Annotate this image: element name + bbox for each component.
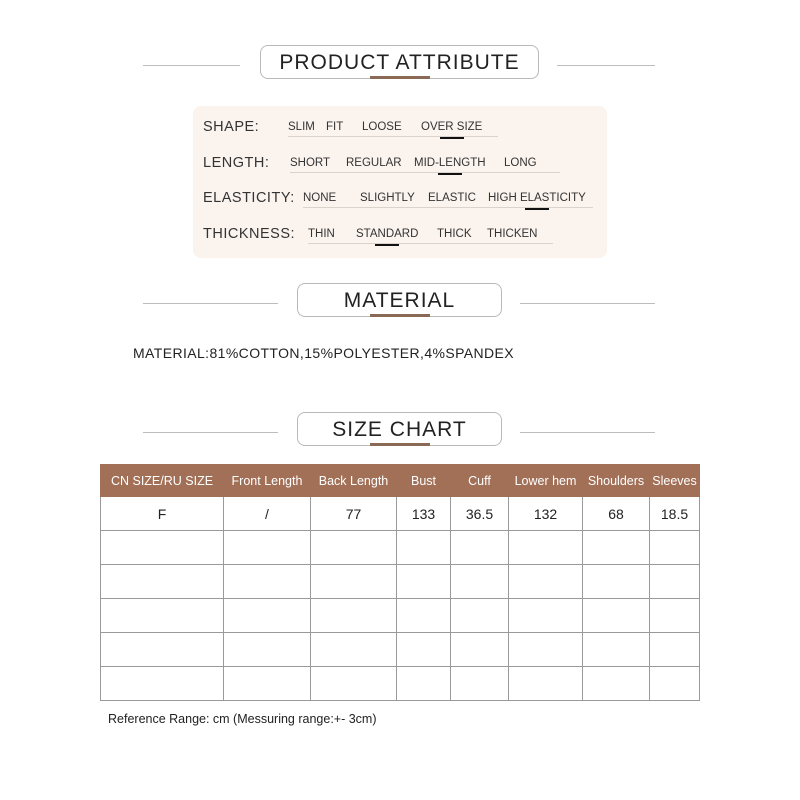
table-cell [583, 599, 650, 633]
size-chart-heading [0, 412, 800, 452]
table-cell [650, 667, 700, 701]
divider-right [557, 65, 655, 66]
material-heading [0, 283, 800, 323]
attribute-option: REGULAR [346, 157, 402, 169]
table-cell [451, 667, 509, 701]
table-cell [101, 633, 224, 667]
table-row [101, 565, 700, 599]
table-cell [583, 531, 650, 565]
divider-right [520, 432, 655, 433]
table-cell [224, 633, 311, 667]
table-cell [650, 531, 700, 565]
table-cell: 36.5 [451, 497, 509, 531]
table-cell [101, 599, 224, 633]
table-cell [311, 599, 397, 633]
table-cell: 133 [397, 497, 451, 531]
column-header: Back Length [311, 465, 397, 497]
attribute-label: THICKNESS: [203, 226, 296, 242]
attribute-option: LOOSE [362, 121, 402, 133]
table-cell: / [224, 497, 311, 531]
material-composition: MATERIAL:81%COTTON,15%POLYESTER,4%SPANDEX [133, 345, 515, 361]
table-cell [583, 667, 650, 701]
table-header-row [101, 465, 700, 497]
size-chart-table [100, 464, 700, 701]
table-cell [451, 565, 509, 599]
attribute-option-selected: OVER SIZE [421, 121, 483, 133]
product-attribute-heading [0, 45, 800, 85]
column-header: Bust [397, 465, 451, 497]
table-cell: 18.5 [650, 497, 700, 531]
table-cell: 68 [583, 497, 650, 531]
product-attribute-title-text: PRODUCT ATTRIBUTE [279, 51, 520, 74]
table-cell [224, 599, 311, 633]
table-cell [224, 531, 311, 565]
table-cell [509, 599, 583, 633]
table-cell [397, 599, 451, 633]
column-header: Cuff [451, 465, 509, 497]
attribute-option: SLIM [288, 121, 315, 133]
table-cell [583, 633, 650, 667]
table-cell [311, 565, 397, 599]
table-cell [311, 667, 397, 701]
attribute-option: FIT [326, 121, 344, 133]
attribute-option: THICK [437, 228, 472, 240]
table-cell [509, 667, 583, 701]
attribute-option-selected: STANDARD [356, 228, 419, 240]
divider-left [143, 432, 278, 433]
table-row [101, 633, 700, 667]
table-cell [650, 565, 700, 599]
column-header: Front Length [224, 465, 311, 497]
column-header: Lower hem [509, 465, 583, 497]
table-cell [397, 633, 451, 667]
table-cell [397, 531, 451, 565]
table-cell [101, 565, 224, 599]
table-cell [451, 633, 509, 667]
table-cell [311, 633, 397, 667]
table-row [101, 599, 700, 633]
attribute-option: THICKEN [487, 228, 538, 240]
table-cell [583, 565, 650, 599]
table-cell [509, 633, 583, 667]
table-row [101, 531, 700, 565]
divider-right [520, 303, 655, 304]
attribute-option: NONE [303, 192, 337, 204]
table-cell [311, 531, 397, 565]
table-cell [397, 565, 451, 599]
material-title-text: MATERIAL [343, 289, 456, 312]
product-attribute-title [260, 45, 539, 79]
table-cell: 132 [509, 497, 583, 531]
table-cell [650, 633, 700, 667]
attribute-label: ELASTICITY: [203, 190, 295, 206]
column-header: Sleeves [650, 465, 700, 497]
material-title [297, 283, 502, 317]
table-cell [509, 531, 583, 565]
table-cell [101, 667, 224, 701]
table-cell [224, 565, 311, 599]
table-cell [224, 667, 311, 701]
table-cell [397, 667, 451, 701]
divider-left [143, 303, 278, 304]
table-cell [509, 565, 583, 599]
attribute-option: LONG [504, 157, 537, 169]
attribute-option: THIN [308, 228, 335, 240]
size-chart-title-text: SIZE CHART [332, 418, 467, 441]
table-row [101, 497, 700, 531]
table-row [101, 667, 700, 701]
attribute-option-selected: HIGH ELASTICITY [488, 192, 586, 204]
attribute-option: SLIGHTLY [360, 192, 415, 204]
attribute-panel [193, 106, 607, 258]
attribute-label: SHAPE: [203, 119, 260, 135]
table-cell [451, 531, 509, 565]
column-header: Shoulders [583, 465, 650, 497]
table-cell [650, 599, 700, 633]
table-cell: F [101, 497, 224, 531]
attribute-option: ELASTIC [428, 192, 476, 204]
attribute-label: LENGTH: [203, 155, 270, 171]
column-header: CN SIZE/RU SIZE [101, 465, 224, 497]
table-cell [101, 531, 224, 565]
divider-left [143, 65, 240, 66]
attribute-option: SHORT [290, 157, 331, 169]
reference-note: Reference Range: cm (Messuring range:+- 3cm) [108, 712, 377, 726]
attribute-option-selected: MID-LENGTH [414, 157, 486, 169]
table-cell [451, 599, 509, 633]
size-chart-title [297, 412, 502, 446]
table-cell: 77 [311, 497, 397, 531]
